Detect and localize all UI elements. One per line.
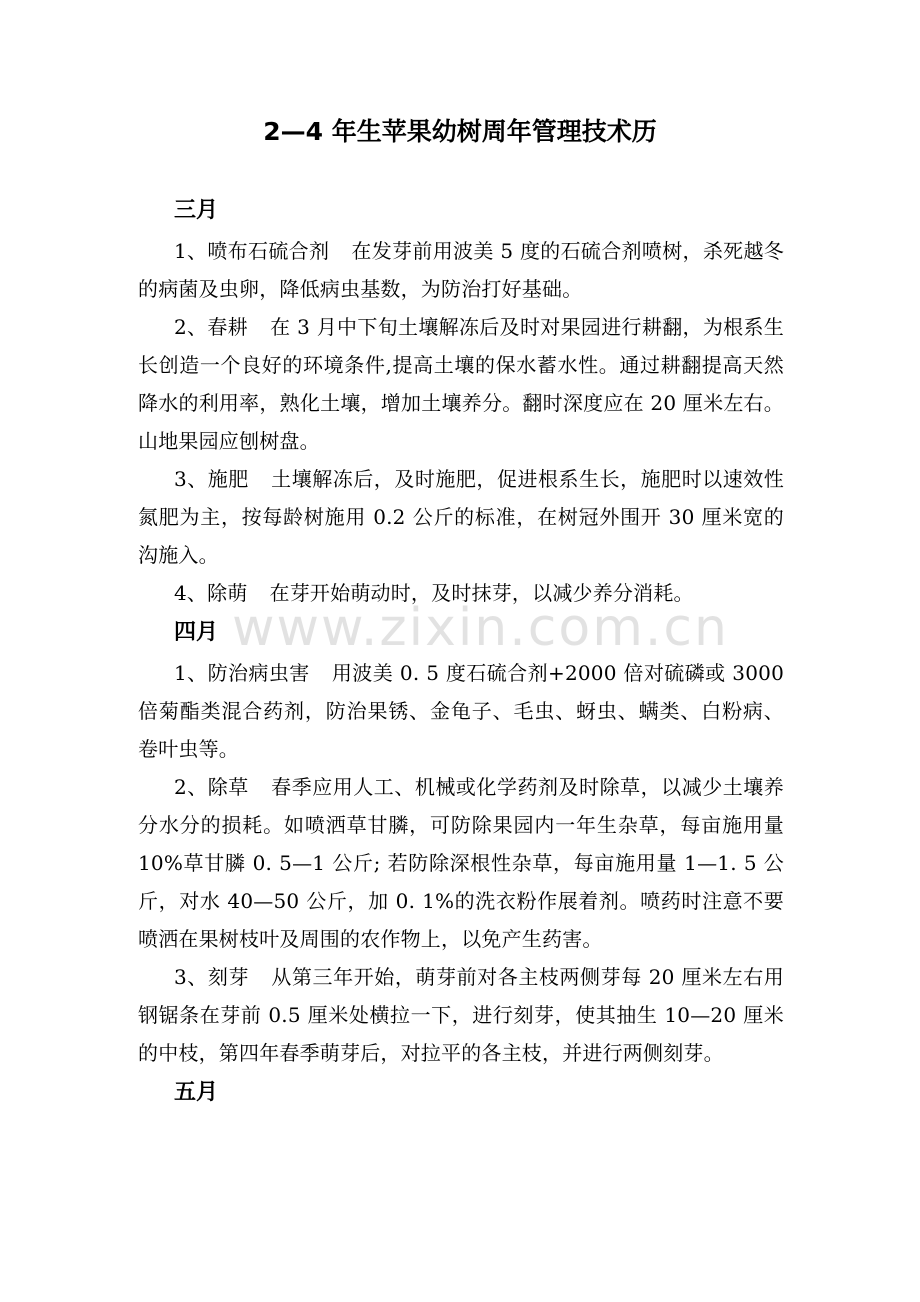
- section-april: [138, 612, 784, 1072]
- item-text: 用波美 0. 5 度石硫合剂+2000 倍对硫磷或 3000 倍菊酯类混合药剂，防治果锈、金龟子、毛虫、蚜虫、螨类、白粉病、卷叶虫等。: [138, 661, 784, 761]
- section-heading: 五月: [174, 1080, 219, 1105]
- item-lead: 2、除草: [174, 775, 249, 799]
- paragraph: [138, 958, 784, 1072]
- paragraph: [138, 654, 784, 768]
- watermark: www.zixin.com.cn: [232, 598, 729, 658]
- section-heading: 四月: [174, 620, 219, 645]
- paragraph: [138, 768, 784, 958]
- paragraph: [138, 232, 784, 308]
- item-text: 从第三年开始，萌芽前对各主枝两侧芽每 20 厘米左右用钢锯条在芽前 0.5 厘米处横拉一下，进行刻芽，使其抽生 10—20 厘米的中枝，第四年春季萌芽后，对拉平的各主枝，并进行两侧刻芽。: [138, 965, 784, 1065]
- item-lead: 1、喷布石硫合剂: [174, 239, 330, 263]
- item-lead: 4、除萌: [174, 581, 248, 605]
- item-text: 在 3 月中下旬土壤解冻后及时对果园进行耕翻，为根系生长创造一个良好的环境条件,提高土壤的保水蓄水性。通过耕翻提高天然降水的利用率，熟化土壤，增加土壤养分。翻时深度应在 20 厘米左右。山地果园应刨树盘。: [138, 315, 784, 453]
- item-lead: 3、刻芽: [174, 965, 250, 989]
- section-heading: 三月: [174, 198, 219, 223]
- item-text: 在芽开始萌动时，及时抹芽，以减少养分消耗。: [269, 581, 694, 605]
- item-text: 土壤解冻后，及时施肥，促进根系生长，施肥时以速效性氮肥为主，按每龄树施用 0.2 公斤的标准，在树冠外围开 30 厘米宽的沟施入。: [138, 467, 785, 567]
- item-text: 在发芽前用波美 5 度的石硫合剂喷树，杀死越冬的病菌及虫卵，降低病虫基数，为防治打好基础。: [138, 239, 784, 301]
- item-lead: 1、防治病虫害: [174, 661, 310, 685]
- item-text: 春季应用人工、机械或化学药剂及时除草，以减少土壤养分水分的损耗。如喷洒草甘膦，可防除果园内一年生杂草，每亩施用量 10%草甘膦 0. 5—1 公斤; 若防除深根性杂草，每亩施用量 1—1. 5 公斤，对水 40—50 公斤，加 0. 1%的洗衣粉作展着剂。喷药时注意不要喷洒在果树枝叶及周围的农作物上，以免产生药害。: [138, 775, 785, 951]
- item-lead: 2、春耕: [174, 315, 249, 339]
- document-title: 2—4 年生苹果幼树周年管理技术历: [263, 117, 657, 146]
- paragraph: [138, 308, 784, 460]
- paragraph: [138, 460, 784, 574]
- paragraph: [138, 574, 784, 612]
- document-body: [138, 190, 784, 1114]
- section-march: [138, 190, 784, 612]
- section-may: [138, 1072, 784, 1114]
- item-lead: 3、施肥: [174, 467, 249, 491]
